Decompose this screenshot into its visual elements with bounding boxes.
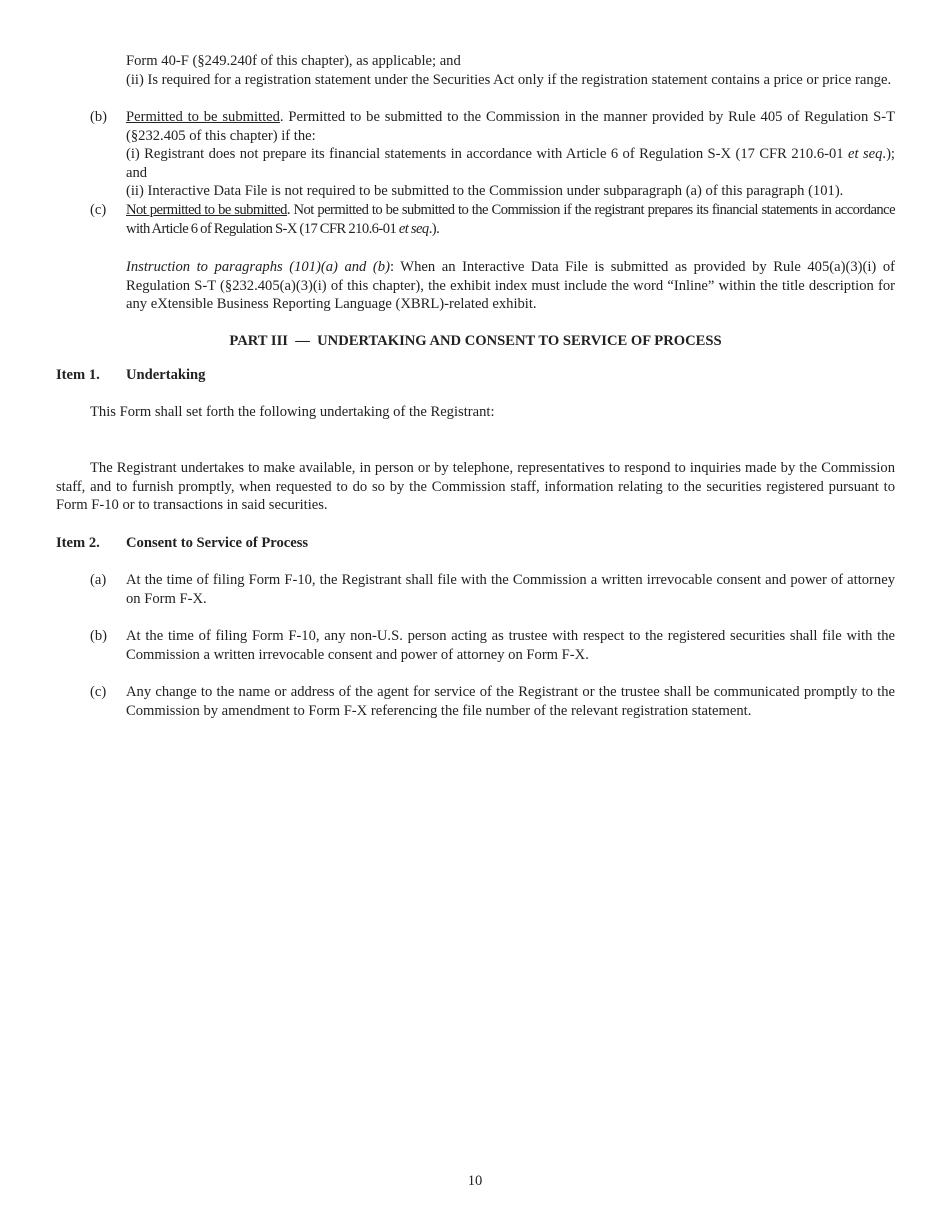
paragraph-b-sub-i — [126, 145, 895, 182]
item-2-b-text: At the time of filing Form F-10, any non-U.S. person acting as trustee with respect to the registered securities shall file with the Commission a written irrevocable consent and power of attorney on Form F-X. — [126, 628, 895, 663]
item-2-title: Consent to Service of Process — [126, 535, 309, 551]
paragraph-b-body: . Permitted to be submitted to the Commission in the manner provided by Rule 405 of Regulation S-T (§232.405 of this chapter) if the: — [126, 109, 895, 144]
sub-i-end: .); and — [126, 146, 895, 181]
item-1-undertaking — [56, 459, 895, 515]
item-2-a-text: At the time of filing Form F-10, the Registrant shall file with the Commission a written irrevocable consent and power of attorney on Form F-X. — [126, 572, 895, 607]
instruction-paragraph — [126, 258, 895, 314]
list-marker: (c) — [90, 202, 107, 218]
item-2-c-text: Any change to the name or address of the agent for service of the Registrant or the trustee shall be communicated promptly to the Commission by amendment to Form F-X referencing the file number of the relevant registration statement. — [126, 684, 895, 719]
continuation-line-2: (ii) Is required for a registration statement under the Securities Act only if the registration statement contains a price or price range. — [126, 71, 892, 88]
paragraph-b-permitted — [90, 108, 895, 201]
list-marker: (a) — [90, 572, 107, 588]
item-1-heading — [56, 366, 895, 385]
item-2-paragraph-a — [90, 571, 895, 608]
page-number: 10 — [467, 1173, 483, 1189]
paragraph-c-heading: Not permitted to be submitted — [126, 202, 287, 218]
paragraph-b-heading: Permitted to be submitted — [126, 109, 280, 125]
item-1-number: Item 1. — [56, 367, 100, 383]
continuation-text — [126, 52, 895, 89]
paragraph-b-text — [126, 108, 895, 145]
continuation-line-1: Form 40-F (§249.240f of this chapter), as applicable; and — [126, 53, 461, 69]
list-marker: (c) — [90, 684, 107, 700]
item-2-paragraph-c — [90, 683, 895, 720]
item-2-number: Item 2. — [56, 535, 100, 551]
paragraph-c-italic: et seq — [398, 220, 429, 237]
paragraph-c-body: . Not permitted to be submitted to the Commission if the registrant prepares its financial statements in accordance with Article 6 of Regulation S-X (17 CFR 210.6-01 — [126, 202, 895, 237]
item-1-title: Undertaking — [126, 367, 206, 383]
sub-i-italic: et seq — [848, 146, 883, 162]
item-2-heading — [56, 534, 895, 553]
sub-i-text: (i) Registrant does not prepare its financial statements in accordance with Article 6 of Regulation S-X (17 CFR 210.6-01 — [126, 146, 849, 162]
item-1-intro: This Form shall set forth the following undertaking of the Registrant: — [90, 404, 495, 420]
part-iii-heading: PART III — UNDERTAKING AND CONSENT TO SERVICE OF PROCESS — [229, 333, 722, 349]
instruction-text: : When an Interactive Data File is submitted as provided by Rule 405(a)(3)(i) of Regulation S-T (§232.405(a)(3)(i) of this chapter), the exhibit index must include the word “Inline” within the title description for any eXtensible Business Reporting Language (XBRL)-related exhibit. — [126, 259, 896, 312]
item-2-paragraph-b — [90, 627, 895, 664]
paragraph-b-sub-ii: (ii) Interactive Data File is not required to be submitted to the Commission under subparagraph (a) of this paragraph (101). — [126, 183, 844, 199]
list-marker: (b) — [90, 109, 108, 125]
paragraph-c-text — [126, 201, 895, 238]
paragraph-c-not-permitted — [90, 201, 895, 238]
list-marker: (b) — [90, 628, 108, 644]
undertaking-text: The Registrant undertakes to make available, in person or by telephone, representatives to respond to inquiries made by the Commission staff, and to furnish promptly, when requested to do so by the Commission staff, information relating to the securities registered pursuant to Form F-10 or to transactions in said securities. — [56, 460, 895, 513]
paragraph-c-end: .). — [428, 220, 440, 237]
instruction-label: Instruction to paragraphs (101)(a) and (b) — [126, 259, 390, 275]
